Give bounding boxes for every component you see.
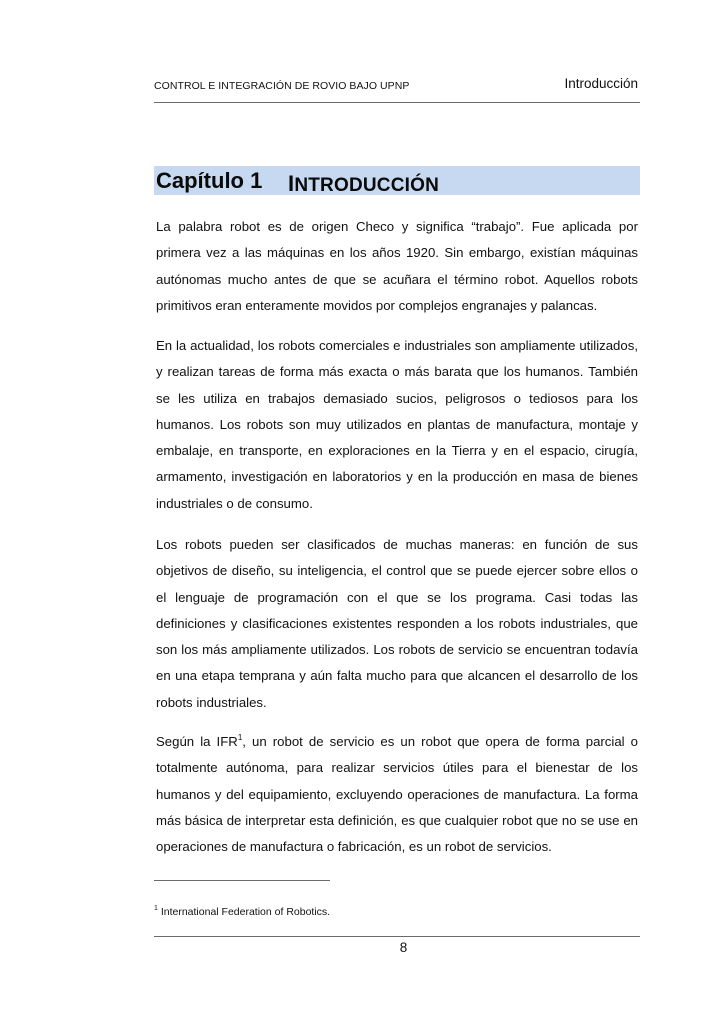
paragraph-2: En la actualidad, los robots comerciales e industriales son ampliamente utilizados, y realizan tareas de forma más exacta o más barata que los humanos. También se les utiliza en trabajos demasiado sucios, peligrosos o tediosos para los humanos. Los robots son muy utilizados en plantas de manufactura, montaje y embalaje, en transporte, en exploraciones en la Tierra y en el espacio, cirugía, armamento, investigación en laboratorios y en la producción en masa de bienes industriales o de consumo.	[156, 338, 638, 511]
paragraph-4-lead: Según la IFR	[156, 734, 238, 749]
chapter-title-rest: NTRODUCCIÓN	[294, 175, 440, 196]
header-divider	[154, 102, 640, 103]
paragraph-4-body: , un robot de servicio es un robot que opera de forma parcial o totalmente autónoma, para realizar servicios útiles para el bienestar de los humanos y del equipamiento, excluyendo operaciones de manufactura. La forma más básica de interpretar esta definición, es que cualquier robot que no se use en operaciones de manufactura o fabricación, es un robot de servicios.	[156, 734, 639, 855]
footnote-separator	[154, 880, 330, 881]
chapter-number: Capítulo 1	[156, 168, 263, 193]
footnote-text: International Federation of Robotics.	[157, 906, 331, 918]
paragraph-1: La palabra robot es de origen Checo y significa “trabajo”. Fue aplicada por primera vez a las máquinas en los años 1920. Sin embargo, existían máquinas autónomas mucho antes de que se acuñara el término robot. Aquellos robots primitivos eran enteramente movidos por complejos engranajes y palancas.	[156, 219, 638, 313]
footnote-reference[interactable]: 1	[237, 732, 243, 742]
header-document-title: CONTROL E INTEGRACIÓN DE ROVIO BAJO UPNP	[154, 80, 410, 92]
footnote	[154, 906, 330, 918]
chapter-title	[288, 171, 439, 197]
paragraph-3: Los robots pueden ser clasificados de muchas maneras: en función de sus objetivos de diseño, su inteligencia, el control que se puede ejercer sobre ellos o el lenguaje de programación con el que se los programa. Casi todas las definiciones y clasificaciones existentes responden a los robots industriales, que son los más ampliamente utilizados. Los robots de servicio se encuentran todavía en una etapa temprana y aún falta mucho para que alcancen el desarrollo de los robots industriales.	[156, 537, 638, 710]
footnote-marker: 1	[154, 904, 158, 912]
chapter-heading	[154, 166, 640, 195]
header-section-title: Introducción	[564, 76, 638, 91]
running-header	[154, 76, 640, 96]
page-number: 8	[399, 940, 408, 955]
chapter-title-initial: I	[288, 171, 295, 196]
paragraph-4	[156, 729, 638, 860]
footer-divider	[154, 936, 640, 937]
